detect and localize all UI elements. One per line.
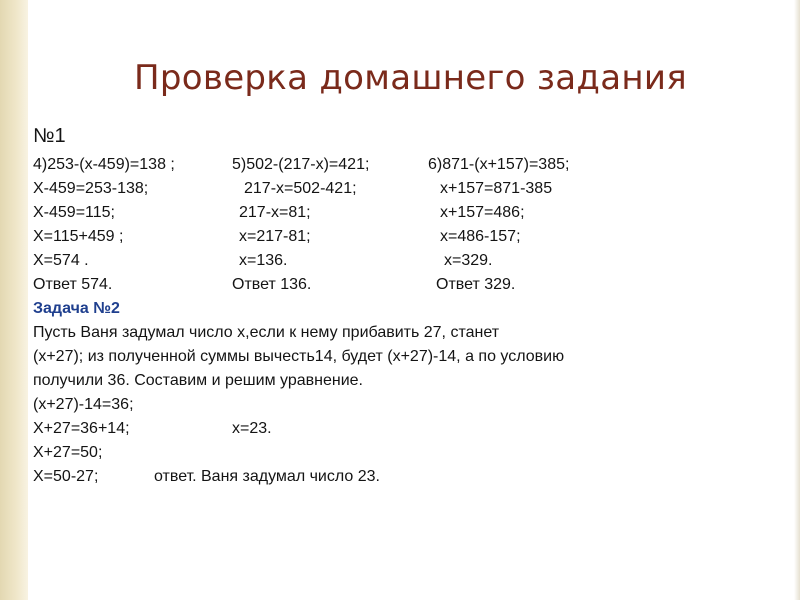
equation-6-step: x=329.: [444, 252, 493, 269]
task2-equation: (x+27)-14=36;: [33, 396, 134, 413]
equation-4-step: X=115+459 ;: [33, 228, 124, 245]
equation-5-answer: Ответ 136.: [232, 276, 312, 293]
equation-4-step: X=574 .: [33, 252, 89, 269]
slide-title: Проверка домашнего задания: [134, 58, 688, 98]
decorative-side-band: [0, 0, 28, 600]
equation-6-answer: Ответ 329.: [436, 276, 516, 293]
equation-6-step: x=486-157;: [440, 228, 521, 245]
task2-answer: ответ. Ваня задумал число 23.: [154, 468, 380, 485]
equation-4-step: X-459=115;: [33, 204, 115, 221]
equation-5-step: 5)502-(217-x)=421;: [232, 156, 370, 173]
equation-5-step: x=136.: [239, 252, 288, 269]
solution-step: X+27=36+14;: [33, 420, 130, 437]
equation-5-step: 217-x=502-421;: [244, 180, 357, 197]
task2-heading: Задача №2: [33, 300, 120, 317]
equation-6-step: x+157=486;: [440, 204, 525, 221]
task1-heading: №1: [33, 125, 66, 147]
slide-edge-shadow: [794, 0, 800, 600]
equation-4-step: X-459=253-138;: [33, 180, 149, 197]
task2-text-line: Пусть Ваня задумал число x,если к нему прибавить 27, станет: [33, 324, 500, 341]
equation-4-answer: Ответ 574.: [33, 276, 113, 293]
task2-text-line: (x+27); из полученной суммы вычесть14, будет (x+27)-14, а по условию: [33, 348, 565, 365]
equation-5-step: 217-x=81;: [239, 204, 311, 221]
solution-result: x=23.: [232, 420, 272, 437]
equation-4-step: 4)253-(x-459)=138 ;: [33, 156, 175, 173]
equation-6-step: 6)871-(x+157)=385;: [428, 156, 570, 173]
equation-6-step: x+157=871-385: [440, 180, 553, 197]
equation-5-step: x=217-81;: [239, 228, 311, 245]
solution-step: X=50-27;: [33, 468, 99, 485]
task2-text-line: получили 36. Составим и решим уравнение.: [33, 372, 363, 389]
solution-step: X+27=50;: [33, 444, 103, 461]
